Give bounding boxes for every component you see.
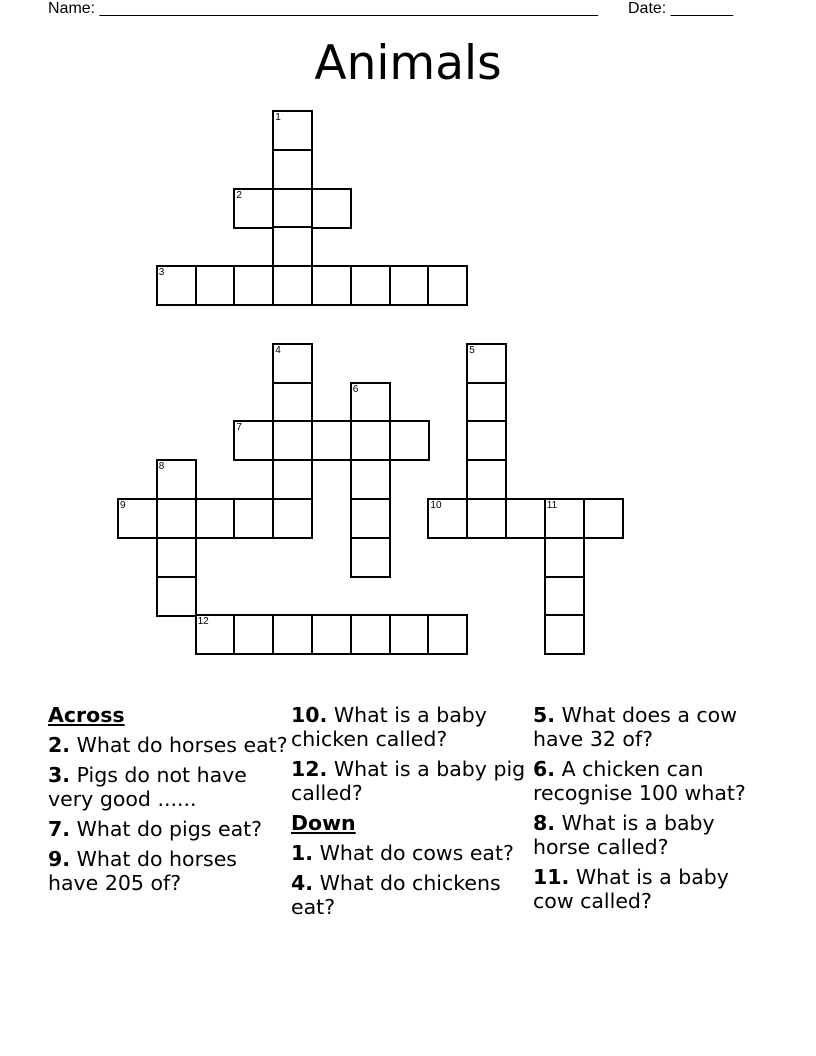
clue-number: 10 — [430, 500, 442, 511]
grid-cell[interactable] — [505, 498, 546, 539]
clue-down-8: 8. What is a baby horse called? — [533, 811, 715, 859]
grid-cell[interactable] — [466, 498, 507, 539]
clue-number: 12 — [197, 616, 209, 628]
grid-cell[interactable] — [350, 459, 391, 500]
clue-number: 6 — [352, 383, 359, 395]
grid-cell[interactable] — [195, 498, 236, 539]
grid-cell[interactable] — [350, 382, 391, 423]
grid-cell[interactable] — [156, 576, 197, 617]
clue-number: 9 — [120, 500, 126, 511]
across-heading: Across — [48, 703, 125, 727]
clue-down-6: 6. A chicken can recognise 100 what? — [533, 757, 746, 805]
clue-column-1 — [48, 703, 288, 901]
clue-number: 8 — [158, 461, 165, 473]
date-field[interactable]: Date: _______ — [628, 0, 733, 17]
grid-cell[interactable] — [272, 226, 313, 267]
grid-cell[interactable] — [156, 498, 197, 539]
grid-cell[interactable] — [156, 265, 197, 306]
grid-cell[interactable] — [466, 343, 507, 384]
clue-down-4: 4. What do chickens eat? — [291, 871, 501, 919]
grid-cell[interactable] — [311, 188, 352, 229]
grid-cell[interactable] — [233, 188, 274, 229]
grid-cell[interactable] — [272, 149, 313, 190]
clue-down-5: 5. What does a cow have 32 of? — [533, 703, 737, 751]
grid-cell[interactable] — [389, 420, 430, 461]
clue-across-2: 2. What do horses eat? — [48, 733, 288, 757]
grid-cell[interactable] — [272, 614, 313, 655]
grid-cell[interactable] — [272, 265, 313, 306]
grid-cell[interactable] — [272, 459, 313, 500]
grid-cell[interactable] — [544, 576, 585, 617]
clue-across-9: 9. What do horses have 205 of? — [48, 847, 237, 895]
clue-across-3: 3. Pigs do not have very good ...... — [48, 763, 247, 811]
clue-number: 7 — [236, 422, 242, 434]
grid-cell[interactable] — [427, 265, 468, 306]
grid-cell[interactable] — [389, 265, 430, 306]
grid-cell[interactable] — [156, 459, 197, 500]
clue-number: 3 — [158, 267, 165, 279]
name-field[interactable]: Name: ________________________________________________________ — [48, 0, 598, 17]
clue-down-1: 1. What do cows eat? — [291, 841, 514, 865]
clue-number: 2 — [236, 189, 242, 201]
grid-cell[interactable] — [350, 537, 391, 578]
grid-cell[interactable] — [272, 498, 313, 539]
grid-cell[interactable] — [544, 614, 585, 655]
grid-cell[interactable] — [466, 382, 507, 423]
grid-cell[interactable] — [272, 420, 313, 461]
clue-column-3 — [533, 703, 773, 919]
grid-cell[interactable] — [272, 343, 313, 384]
grid-cell[interactable] — [195, 265, 236, 306]
grid-cell[interactable] — [350, 614, 391, 655]
clue-number: 5 — [469, 344, 475, 356]
grid-cell[interactable] — [350, 420, 391, 461]
grid-cell[interactable] — [233, 265, 274, 306]
grid-cell[interactable] — [427, 614, 468, 655]
clue-across-10: 10. What is a baby chicken called? — [291, 703, 487, 751]
grid-cell[interactable] — [427, 498, 468, 539]
clue-column-2 — [291, 703, 531, 925]
grid-cell[interactable] — [272, 188, 313, 229]
grid-cell[interactable] — [195, 614, 236, 655]
grid-cell[interactable] — [466, 420, 507, 461]
grid-cell[interactable] — [233, 614, 274, 655]
grid-cell[interactable] — [156, 537, 197, 578]
grid-cell[interactable] — [389, 614, 430, 655]
clue-down-11: 11. What is a baby cow called? — [533, 865, 729, 913]
grid-cell[interactable] — [311, 614, 352, 655]
clue-number: 4 — [275, 344, 281, 356]
clue-across-7: 7. What do pigs eat? — [48, 817, 263, 841]
clue-number: 1 — [275, 112, 281, 123]
grid-cell[interactable] — [272, 110, 313, 151]
grid-cell[interactable] — [233, 420, 274, 461]
grid-cell[interactable] — [311, 420, 352, 461]
down-heading: Down — [291, 811, 356, 835]
clue-across-12: 12. What is a baby pig called? — [291, 757, 526, 805]
grid-cell[interactable] — [272, 382, 313, 423]
grid-cell[interactable] — [350, 265, 391, 306]
grid-cell[interactable] — [583, 498, 624, 539]
grid-cell[interactable] — [466, 459, 507, 500]
grid-cell[interactable] — [117, 498, 158, 539]
clue-number: 11 — [546, 500, 558, 511]
grid-cell[interactable] — [544, 537, 585, 578]
grid-cell[interactable] — [544, 498, 585, 539]
page-title: Animals — [314, 36, 502, 91]
grid-cell[interactable] — [233, 498, 274, 539]
grid-cell[interactable] — [350, 498, 391, 539]
grid-cell[interactable] — [311, 265, 352, 306]
